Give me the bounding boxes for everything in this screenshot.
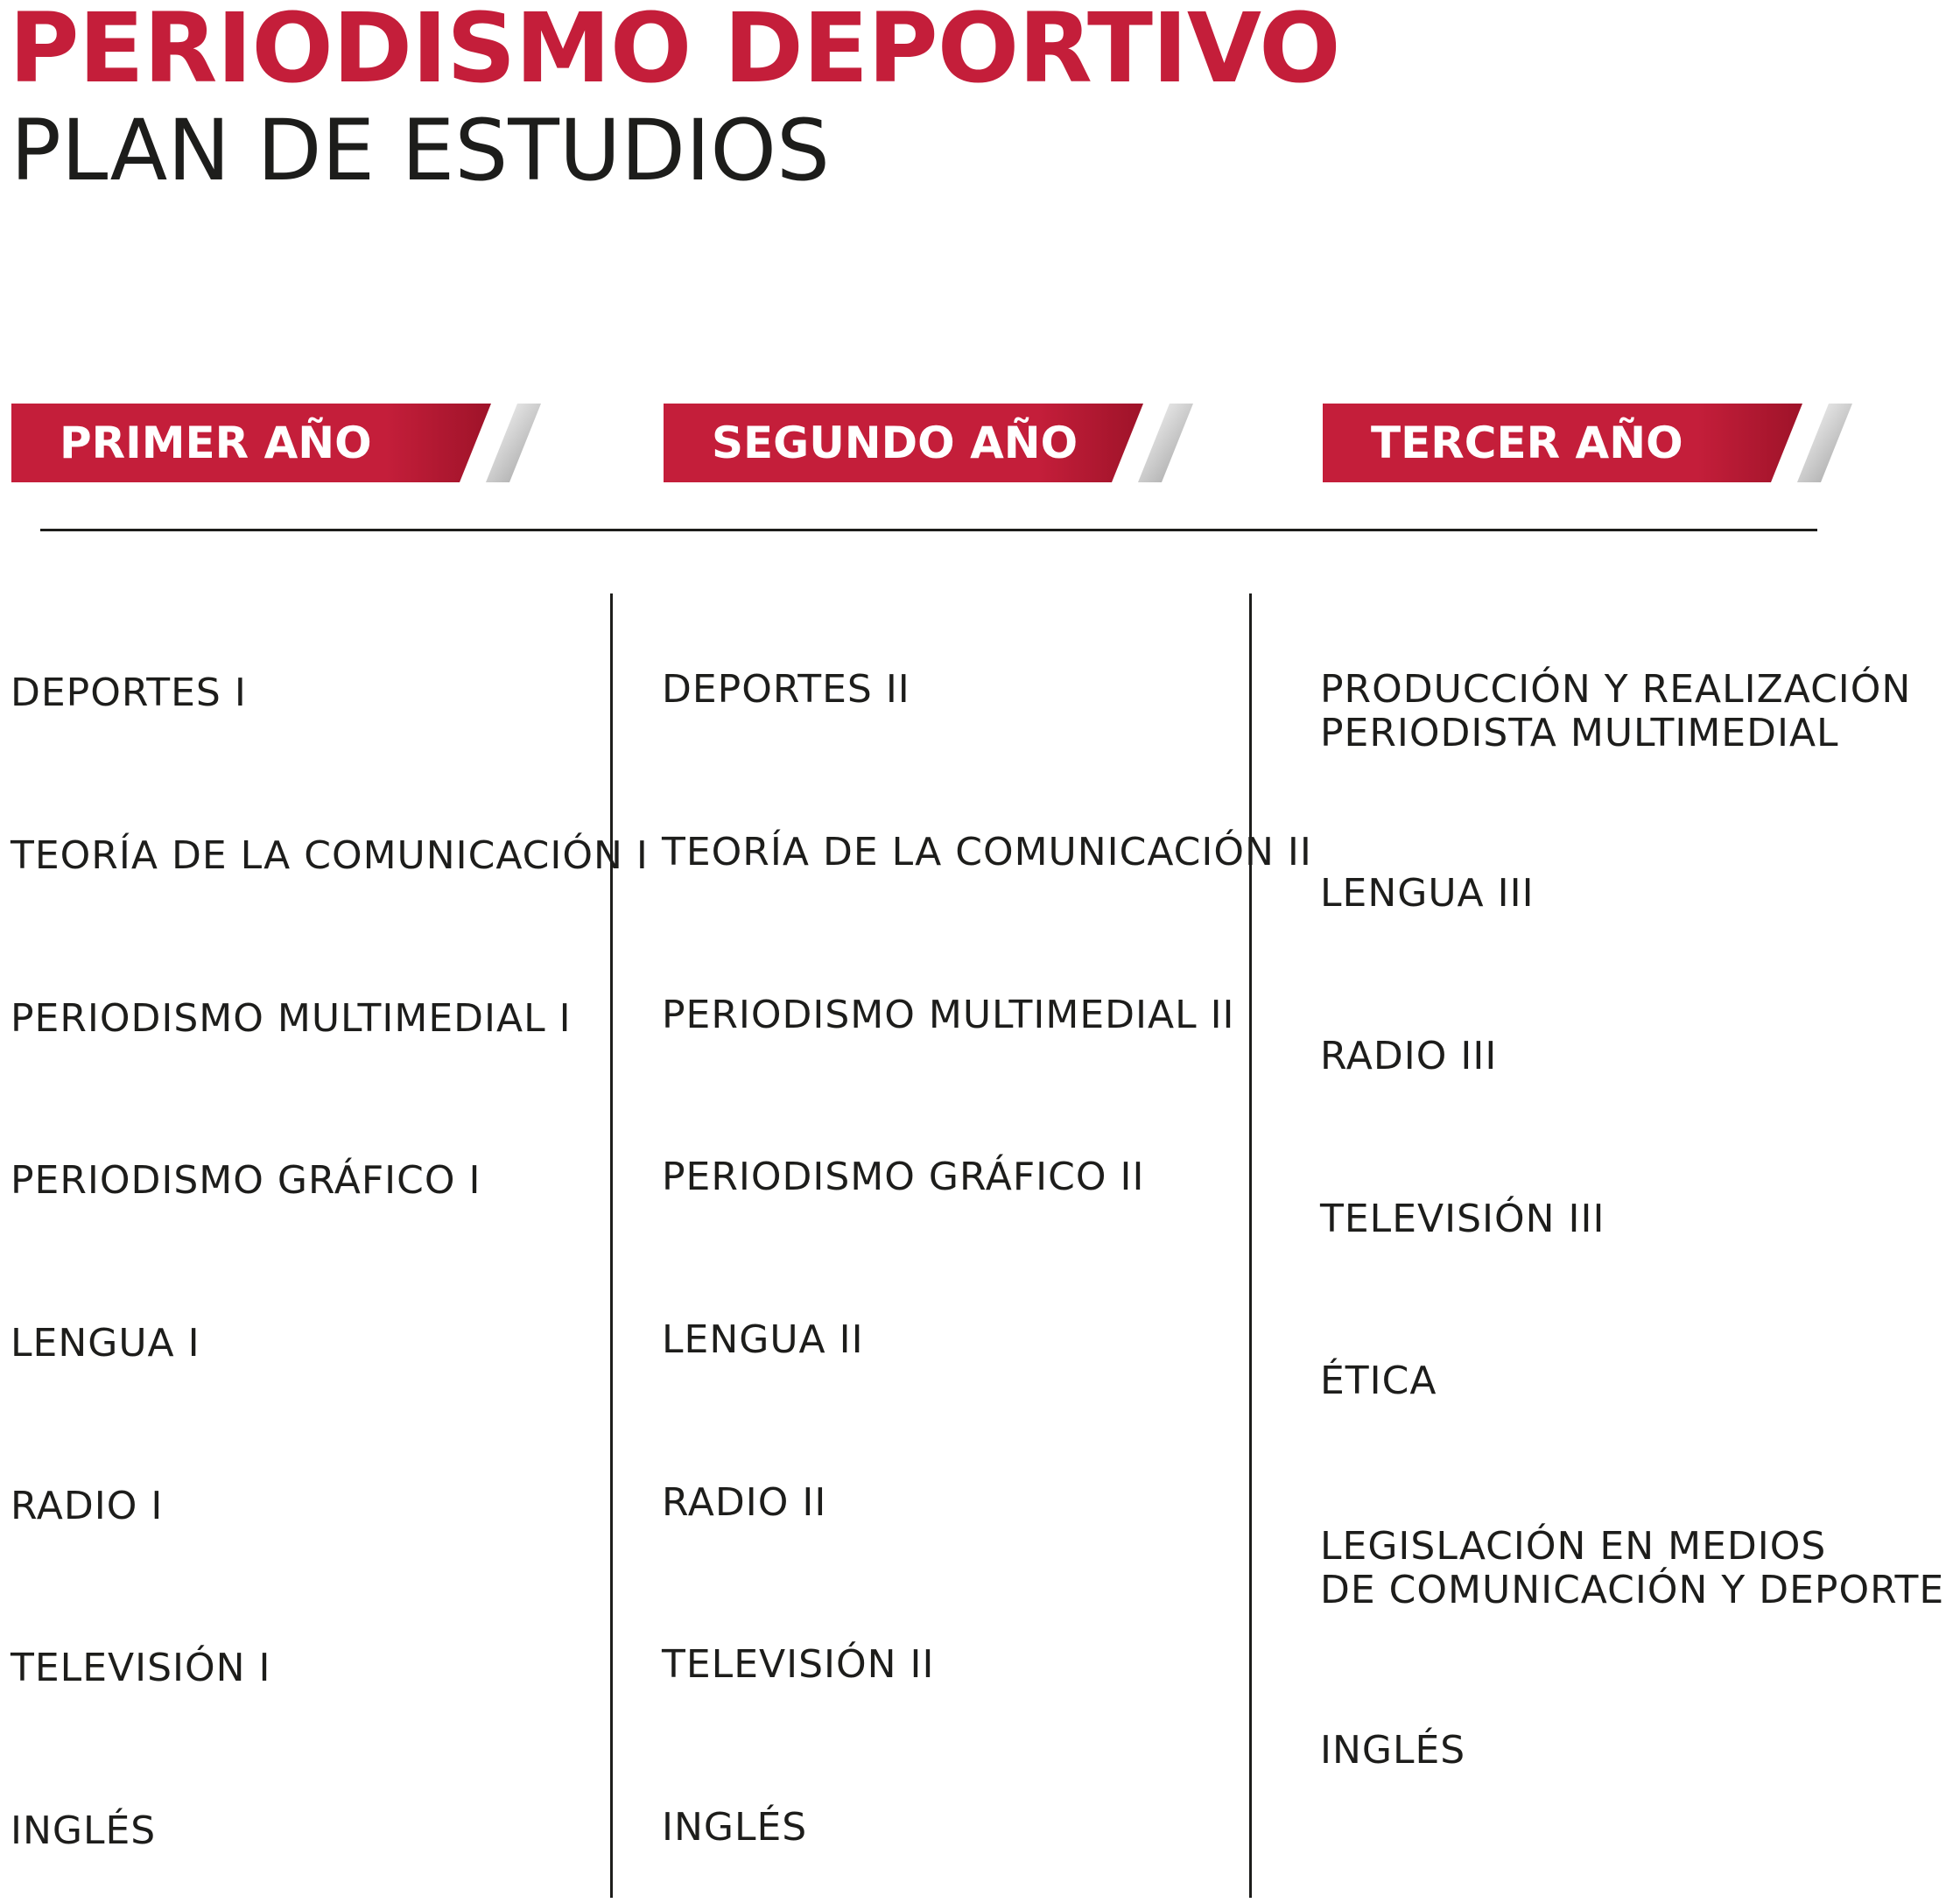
subject-item: PERIODISMO MULTIMEDIAL I xyxy=(11,996,572,1041)
year-header-segundo xyxy=(664,404,1193,482)
subject-item: PRODUCCIÓN Y REALIZACIÓN PERIODISTA MULTIMEDIAL xyxy=(1320,667,1912,755)
page-title: PERIODISMO DEPORTIVO xyxy=(9,0,1340,104)
subject-item: RADIO I xyxy=(11,1484,164,1528)
subject-item: LENGUA II xyxy=(662,1317,864,1362)
subject-item: DEPORTES II xyxy=(662,667,910,712)
year-label: TERCER AÑO xyxy=(1371,418,1683,468)
column-divider xyxy=(610,593,613,1898)
subject-item: LENGUA I xyxy=(11,1321,200,1366)
subject-item: PERIODISMO MULTIMEDIAL II xyxy=(662,993,1235,1037)
year-label: PRIMER AÑO xyxy=(60,418,372,468)
subject-item: TELEVISIÓN II xyxy=(662,1642,935,1687)
column-divider xyxy=(1249,593,1252,1898)
subject-item: TELEVISIÓN III xyxy=(1320,1197,1605,1241)
subject-item: PERIODISMO GRÁFICO I xyxy=(11,1158,481,1203)
header-divider xyxy=(40,529,1817,531)
year-header-tercer xyxy=(1323,404,1852,482)
year-header-primer xyxy=(11,404,541,482)
subject-item: TEORÍA DE LA COMUNICACIÓN I xyxy=(11,833,649,878)
subject-item: LENGUA III xyxy=(1320,871,1535,916)
subject-item: DEPORTES I xyxy=(11,671,247,715)
subject-item: RADIO II xyxy=(662,1480,827,1525)
subject-item: PERIODISMO GRÁFICO II xyxy=(662,1155,1145,1199)
subject-item: ÉTICA xyxy=(1320,1359,1437,1403)
subject-item: RADIO III xyxy=(1320,1034,1498,1078)
subject-item: TEORÍA DE LA COMUNICACIÓN II xyxy=(662,830,1312,874)
subject-item: INGLÉS xyxy=(662,1805,808,1850)
page-subtitle: PLAN DE ESTUDIOS xyxy=(11,102,830,200)
subject-item: INGLÉS xyxy=(1320,1728,1466,1773)
year-label: SEGUNDO AÑO xyxy=(712,418,1078,468)
subject-item: INGLÉS xyxy=(11,1808,157,1853)
subject-item: TELEVISIÓN I xyxy=(11,1646,271,1690)
subject-item: LEGISLACIÓN EN MEDIOS DE COMUNICACIÓN Y DEPORTE xyxy=(1320,1524,1945,1612)
